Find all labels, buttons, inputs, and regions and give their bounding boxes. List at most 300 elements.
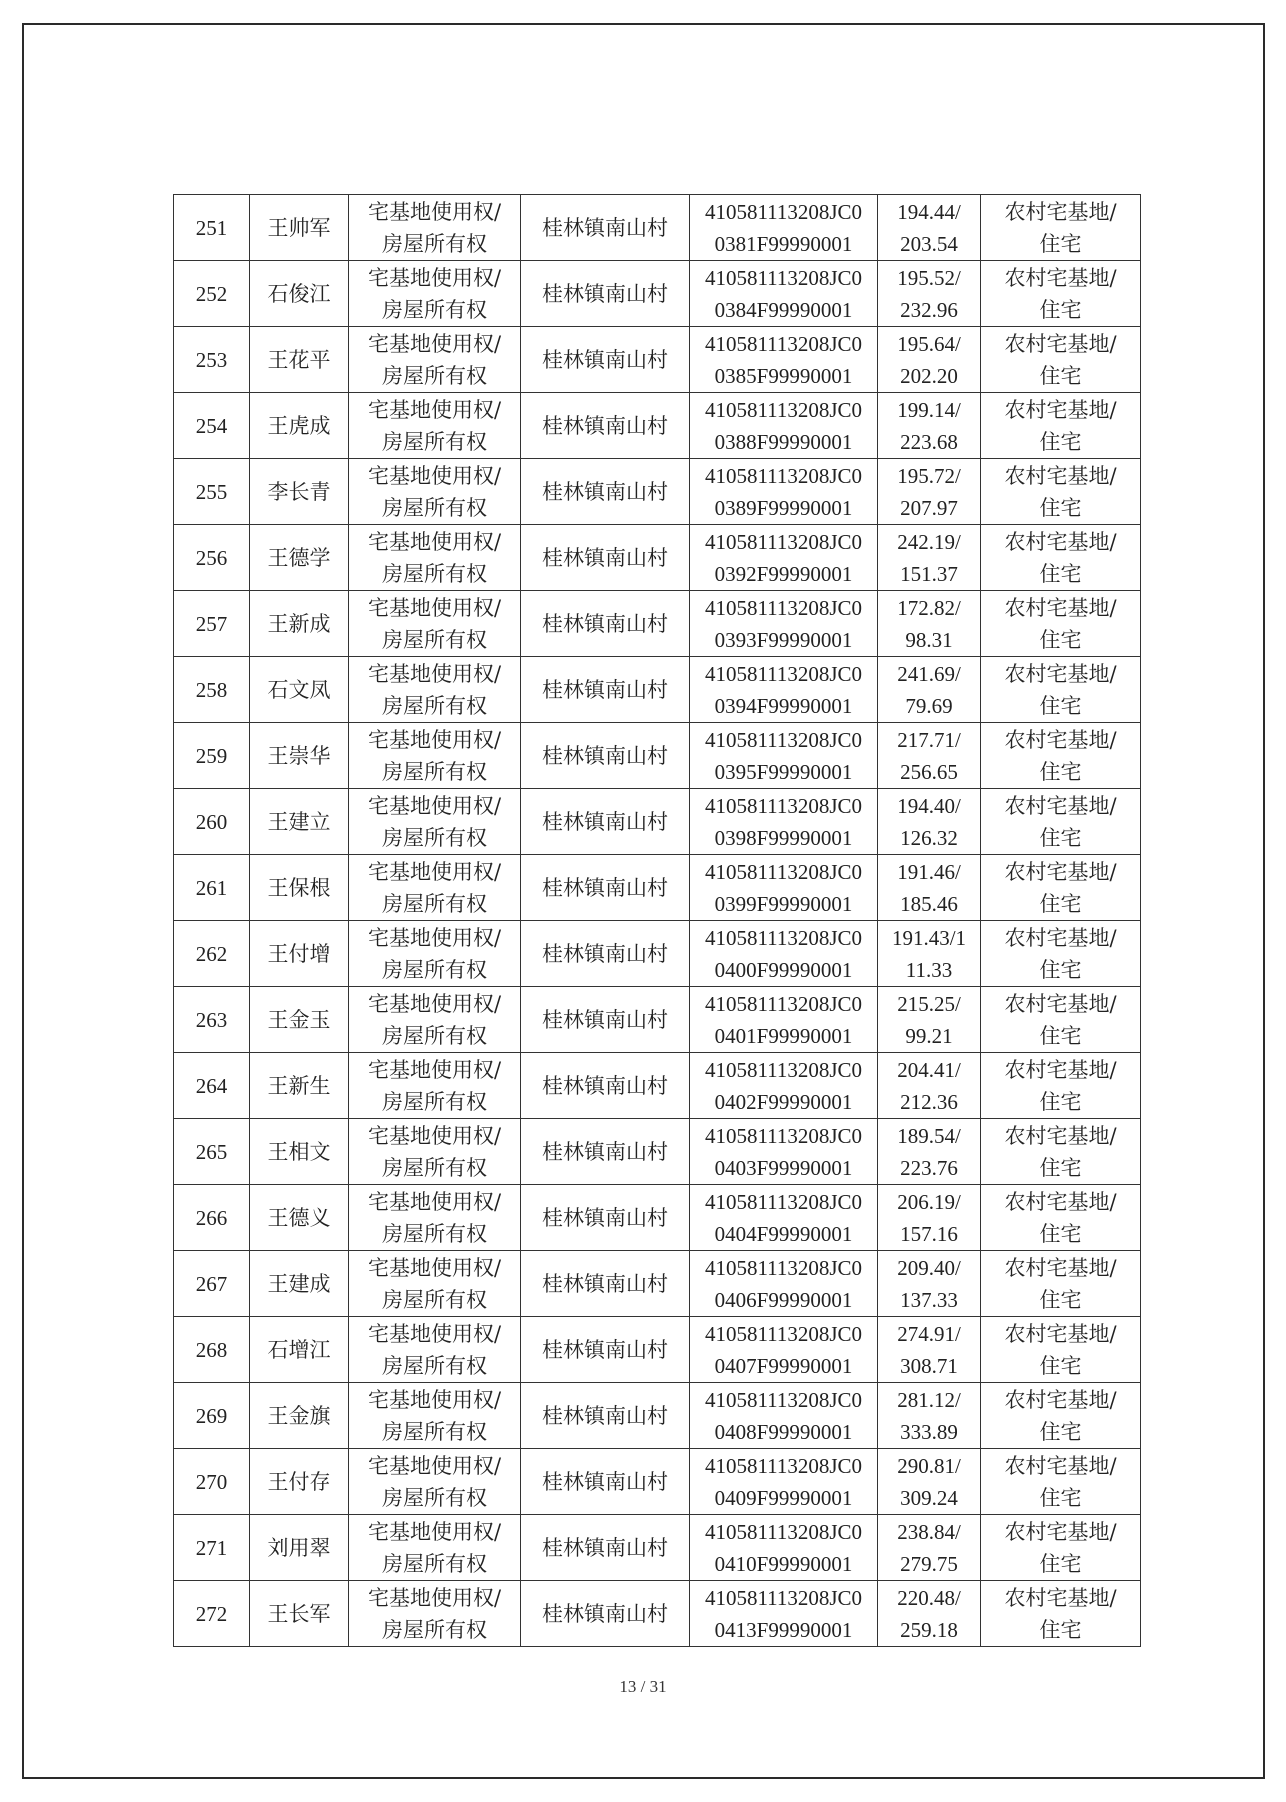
land-use-line: 农村宅基地/ [1004,463,1117,488]
unit-code-line: 410581113208JC0 [704,199,863,224]
land-use-line: 住宅 [1039,1353,1082,1378]
right-type [349,855,521,921]
land-use-line: 农村宅基地/ [1004,991,1117,1016]
right-type [349,1053,521,1119]
right-type [349,459,521,525]
location: 桂林镇南山村 [521,327,690,393]
row-number: 254 [174,393,250,459]
area [878,987,981,1053]
land-use-line: 住宅 [1039,759,1082,784]
area-line: 185.46 [900,891,958,916]
area-line: 79.69 [905,693,953,718]
row-number: 252 [174,261,250,327]
area-line: 194.40/ [897,793,961,818]
area-line: 206.19/ [897,1189,961,1214]
table-row [174,261,1141,327]
row-number: 265 [174,1119,250,1185]
unit-code-line: 410581113208JC0 [704,1057,863,1082]
owner-name: 石增江 [250,1317,349,1383]
land-use-line: 住宅 [1039,1485,1082,1510]
location: 桂林镇南山村 [521,591,690,657]
land-use-line: 住宅 [1039,1221,1082,1246]
unit-code [690,1317,878,1383]
right-type-line: 宅基地使用权/ [367,1057,502,1082]
right-type-line: 房屋所有权 [382,1023,487,1048]
unit-code-line: 410581113208JC0 [704,265,863,290]
table-row [174,327,1141,393]
land-use-line: 住宅 [1039,1419,1082,1444]
area-line: 223.68 [900,429,958,454]
area [878,459,981,525]
land-use-line: 住宅 [1039,297,1082,322]
land-use-line: 农村宅基地/ [1004,925,1117,950]
row-number: 271 [174,1515,250,1581]
land-use-line: 住宅 [1039,495,1082,520]
table-row [174,657,1141,723]
owner-name: 王建成 [250,1251,349,1317]
owner-name: 王崇华 [250,723,349,789]
land-use-line: 住宅 [1039,231,1082,256]
unit-code-line: 0406F99990001 [714,1287,853,1312]
area-line: 195.52/ [897,265,961,290]
right-type [349,789,521,855]
area [878,591,981,657]
unit-code-line: 410581113208JC0 [704,1255,863,1280]
owner-name: 刘用翠 [250,1515,349,1581]
unit-code-line: 410581113208JC0 [704,463,863,488]
land-use [981,657,1141,723]
owner-name: 王保根 [250,855,349,921]
unit-code-line: 410581113208JC0 [704,727,863,752]
unit-code-line: 0404F99990001 [714,1221,853,1246]
row-number: 256 [174,525,250,591]
table-row [174,591,1141,657]
area-line: 212.36 [900,1089,958,1114]
unit-code-line: 410581113208JC0 [704,1123,863,1148]
table-row [174,1581,1141,1647]
land-use-line: 农村宅基地/ [1004,661,1117,686]
area [878,789,981,855]
right-type-line: 房屋所有权 [382,693,487,718]
area-line: 309.24 [900,1485,958,1510]
table-row [174,525,1141,591]
right-type-line: 房屋所有权 [382,297,487,322]
area [878,855,981,921]
location: 桂林镇南山村 [521,921,690,987]
table-row [174,393,1141,459]
location: 桂林镇南山村 [521,657,690,723]
unit-code-line: 410581113208JC0 [704,595,863,620]
right-type-line: 宅基地使用权/ [367,463,502,488]
row-number: 258 [174,657,250,723]
area-line: 241.69/ [897,661,961,686]
row-number: 270 [174,1449,250,1515]
unit-code [690,327,878,393]
right-type-line: 房屋所有权 [382,1551,487,1576]
unit-code-line: 0413F99990001 [714,1617,853,1642]
land-use [981,1449,1141,1515]
unit-code-line: 0388F99990001 [714,429,853,454]
right-type-line: 宅基地使用权/ [367,1387,502,1412]
unit-code-line: 0399F99990001 [714,891,853,916]
land-use [981,327,1141,393]
table-row [174,1317,1141,1383]
land-use [981,1119,1141,1185]
location: 桂林镇南山村 [521,1119,690,1185]
table-row [174,195,1141,261]
table-row [174,1383,1141,1449]
unit-code-line: 0409F99990001 [714,1485,853,1510]
right-type-line: 房屋所有权 [382,825,487,850]
table-row [174,1515,1141,1581]
unit-code [690,1185,878,1251]
owner-name: 王长军 [250,1581,349,1647]
right-type-line: 宅基地使用权/ [367,595,502,620]
right-type-line: 房屋所有权 [382,1155,487,1180]
right-type-line: 宅基地使用权/ [367,1453,502,1478]
land-use [981,1383,1141,1449]
area-line: 137.33 [900,1287,958,1312]
area-line: 232.96 [900,297,958,322]
owner-name: 王帅军 [250,195,349,261]
table-row [174,723,1141,789]
right-type-line: 宅基地使用权/ [367,1123,502,1148]
land-use-line: 住宅 [1039,561,1082,586]
unit-code-line: 0402F99990001 [714,1089,853,1114]
row-number: 259 [174,723,250,789]
land-use-line: 农村宅基地/ [1004,1519,1117,1544]
area [878,327,981,393]
table-row [174,459,1141,525]
unit-code-line: 0393F99990001 [714,627,853,652]
right-type-line: 房屋所有权 [382,759,487,784]
right-type [349,921,521,987]
land-use-line: 农村宅基地/ [1004,1123,1117,1148]
area-line: 195.64/ [897,331,961,356]
location: 桂林镇南山村 [521,261,690,327]
land-use [981,1185,1141,1251]
right-type-line: 宅基地使用权/ [367,265,502,290]
location: 桂林镇南山村 [521,1053,690,1119]
row-number: 272 [174,1581,250,1647]
right-type [349,723,521,789]
land-use-line: 农村宅基地/ [1004,397,1117,422]
area-line: 194.44/ [897,199,961,224]
unit-code-line: 410581113208JC0 [704,925,863,950]
land-use-line: 农村宅基地/ [1004,529,1117,554]
page-number: 13 / 31 [619,1677,667,1696]
unit-code-line: 0384F99990001 [714,297,853,322]
land-use [981,1251,1141,1317]
right-type-line: 宅基地使用权/ [367,1519,502,1544]
land-use-line: 农村宅基地/ [1004,1321,1117,1346]
unit-code [690,393,878,459]
row-number: 269 [174,1383,250,1449]
area-line: 151.37 [900,561,958,586]
land-use-line: 住宅 [1039,1155,1082,1180]
right-type [349,1119,521,1185]
area-line: 209.40/ [897,1255,961,1280]
location: 桂林镇南山村 [521,1317,690,1383]
right-type-line: 宅基地使用权/ [367,397,502,422]
unit-code-line: 0395F99990001 [714,759,853,784]
right-type-line: 宅基地使用权/ [367,1189,502,1214]
land-use-line: 农村宅基地/ [1004,1255,1117,1280]
table-row [174,1119,1141,1185]
area-line: 203.54 [900,231,958,256]
location: 桂林镇南山村 [521,789,690,855]
land-use [981,393,1141,459]
records-body [174,195,1141,1647]
area-line: 259.18 [900,1617,958,1642]
area [878,657,981,723]
table-row [174,987,1141,1053]
right-type-line: 宅基地使用权/ [367,991,502,1016]
right-type [349,591,521,657]
land-use-line: 住宅 [1039,627,1082,652]
owner-name: 王金玉 [250,987,349,1053]
land-use-line: 住宅 [1039,825,1082,850]
right-type [349,1251,521,1317]
unit-code-line: 410581113208JC0 [704,1189,863,1214]
right-type-line: 房屋所有权 [382,231,487,256]
area-line: 157.16 [900,1221,958,1246]
right-type-line: 宅基地使用权/ [367,1255,502,1280]
unit-code-line: 410581113208JC0 [704,1519,863,1544]
area-line: 98.31 [905,627,953,652]
row-number: 268 [174,1317,250,1383]
land-use-line: 农村宅基地/ [1004,1585,1117,1610]
land-use-line: 住宅 [1039,693,1082,718]
location: 桂林镇南山村 [521,1581,690,1647]
area [878,1185,981,1251]
row-number: 253 [174,327,250,393]
owner-name: 王付存 [250,1449,349,1515]
unit-code [690,855,878,921]
land-use [981,789,1141,855]
land-use-line: 农村宅基地/ [1004,199,1117,224]
right-type-line: 房屋所有权 [382,1485,487,1510]
unit-code [690,1053,878,1119]
area [878,1449,981,1515]
right-type-line: 宅基地使用权/ [367,925,502,950]
area-line: 333.89 [900,1419,958,1444]
land-use-line: 住宅 [1039,363,1082,388]
right-type [349,1317,521,1383]
row-number: 266 [174,1185,250,1251]
right-type [349,525,521,591]
right-type-line: 房屋所有权 [382,1089,487,1114]
owner-name: 王德义 [250,1185,349,1251]
unit-code-line: 0392F99990001 [714,561,853,586]
unit-code-line: 0381F99990001 [714,231,853,256]
land-use [981,1317,1141,1383]
unit-code-line: 410581113208JC0 [704,1585,863,1610]
unit-code-line: 410581113208JC0 [704,529,863,554]
unit-code-line: 0403F99990001 [714,1155,853,1180]
area-line: 191.46/ [897,859,961,884]
area-line: 195.72/ [897,463,961,488]
owner-name: 王虎成 [250,393,349,459]
land-use [981,195,1141,261]
land-use-line: 农村宅基地/ [1004,1387,1117,1412]
unit-code [690,987,878,1053]
land-use-line: 农村宅基地/ [1004,265,1117,290]
land-use-line: 住宅 [1039,1089,1082,1114]
right-type-line: 房屋所有权 [382,627,487,652]
location: 桂林镇南山村 [521,855,690,921]
right-type [349,261,521,327]
unit-code [690,1581,878,1647]
right-type [349,1515,521,1581]
owner-name: 石文凤 [250,657,349,723]
unit-code [690,459,878,525]
right-type-line: 房屋所有权 [382,1221,487,1246]
right-type-line: 宅基地使用权/ [367,199,502,224]
location: 桂林镇南山村 [521,987,690,1053]
row-number: 257 [174,591,250,657]
table-row [174,789,1141,855]
unit-code-line: 410581113208JC0 [704,1453,863,1478]
unit-code [690,921,878,987]
area-line: 290.81/ [897,1453,961,1478]
location: 桂林镇南山村 [521,1515,690,1581]
unit-code [690,261,878,327]
area-line: 256.65 [900,759,958,784]
land-use-line: 住宅 [1039,1287,1082,1312]
right-type [349,195,521,261]
row-number: 263 [174,987,250,1053]
location: 桂林镇南山村 [521,723,690,789]
area-line: 279.75 [900,1551,958,1576]
right-type-line: 房屋所有权 [382,1617,487,1642]
table-row [174,1185,1141,1251]
area [878,1317,981,1383]
row-number: 267 [174,1251,250,1317]
unit-code-line: 0408F99990001 [714,1419,853,1444]
right-type-line: 宅基地使用权/ [367,727,502,752]
owner-name: 石俊江 [250,261,349,327]
unit-code-line: 410581113208JC0 [704,1387,863,1412]
unit-code [690,525,878,591]
area [878,1053,981,1119]
area-line: 172.82/ [897,595,961,620]
area [878,723,981,789]
unit-code [690,657,878,723]
land-use-line: 农村宅基地/ [1004,331,1117,356]
area-line: 220.48/ [897,1585,961,1610]
location: 桂林镇南山村 [521,1449,690,1515]
unit-code-line: 410581113208JC0 [704,991,863,1016]
owner-name: 王相文 [250,1119,349,1185]
area [878,1383,981,1449]
right-type-line: 房屋所有权 [382,1419,487,1444]
owner-name: 王建立 [250,789,349,855]
unit-code [690,1449,878,1515]
area-line: 126.32 [900,825,958,850]
land-use-line: 住宅 [1039,957,1082,982]
area-line: 274.91/ [897,1321,961,1346]
owner-name: 王新成 [250,591,349,657]
location: 桂林镇南山村 [521,393,690,459]
row-number: 264 [174,1053,250,1119]
unit-code-line: 0407F99990001 [714,1353,853,1378]
area-line: 11.33 [905,957,953,982]
location: 桂林镇南山村 [521,1185,690,1251]
unit-code-line: 410581113208JC0 [704,331,863,356]
right-type-line: 房屋所有权 [382,891,487,916]
location: 桂林镇南山村 [521,195,690,261]
land-use-line: 农村宅基地/ [1004,1189,1117,1214]
owner-name: 王付增 [250,921,349,987]
right-type-line: 宅基地使用权/ [367,1585,502,1610]
location: 桂林镇南山村 [521,1251,690,1317]
area-line: 223.76 [900,1155,958,1180]
unit-code [690,195,878,261]
right-type [349,987,521,1053]
owner-name: 王花平 [250,327,349,393]
unit-code-line: 410581113208JC0 [704,397,863,422]
unit-code-line: 0401F99990001 [714,1023,853,1048]
land-use-line: 农村宅基地/ [1004,1057,1117,1082]
unit-code-line: 0394F99990001 [714,693,853,718]
table-row [174,921,1141,987]
area-line: 202.20 [900,363,958,388]
area-line: 204.41/ [897,1057,961,1082]
location: 桂林镇南山村 [521,459,690,525]
unit-code-line: 410581113208JC0 [704,661,863,686]
right-type [349,657,521,723]
table-row [174,1251,1141,1317]
right-type-line: 房屋所有权 [382,561,487,586]
unit-code-line: 0400F99990001 [714,957,853,982]
unit-code-line: 0398F99990001 [714,825,853,850]
area [878,1515,981,1581]
area [878,921,981,987]
area [878,261,981,327]
unit-code-line: 410581113208JC0 [704,1321,863,1346]
right-type-line: 房屋所有权 [382,495,487,520]
land-use [981,1581,1141,1647]
right-type [349,1185,521,1251]
row-number: 261 [174,855,250,921]
area [878,1119,981,1185]
land-use [981,855,1141,921]
land-use-line: 农村宅基地/ [1004,793,1117,818]
table-row [174,1449,1141,1515]
land-use [981,1053,1141,1119]
land-use-line: 农村宅基地/ [1004,595,1117,620]
unit-code [690,789,878,855]
area-line: 238.84/ [897,1519,961,1544]
row-number: 260 [174,789,250,855]
unit-code-line: 410581113208JC0 [704,793,863,818]
land-use [981,921,1141,987]
area [878,195,981,261]
unit-code [690,1251,878,1317]
land-use [981,591,1141,657]
row-number: 255 [174,459,250,525]
location: 桂林镇南山村 [521,525,690,591]
land-use [981,459,1141,525]
area-line: 191.43/1 [891,925,967,950]
area [878,393,981,459]
location: 桂林镇南山村 [521,1383,690,1449]
right-type-line: 房屋所有权 [382,1353,487,1378]
area-line: 308.71 [900,1353,958,1378]
records-table [173,194,1141,1647]
unit-code [690,1383,878,1449]
